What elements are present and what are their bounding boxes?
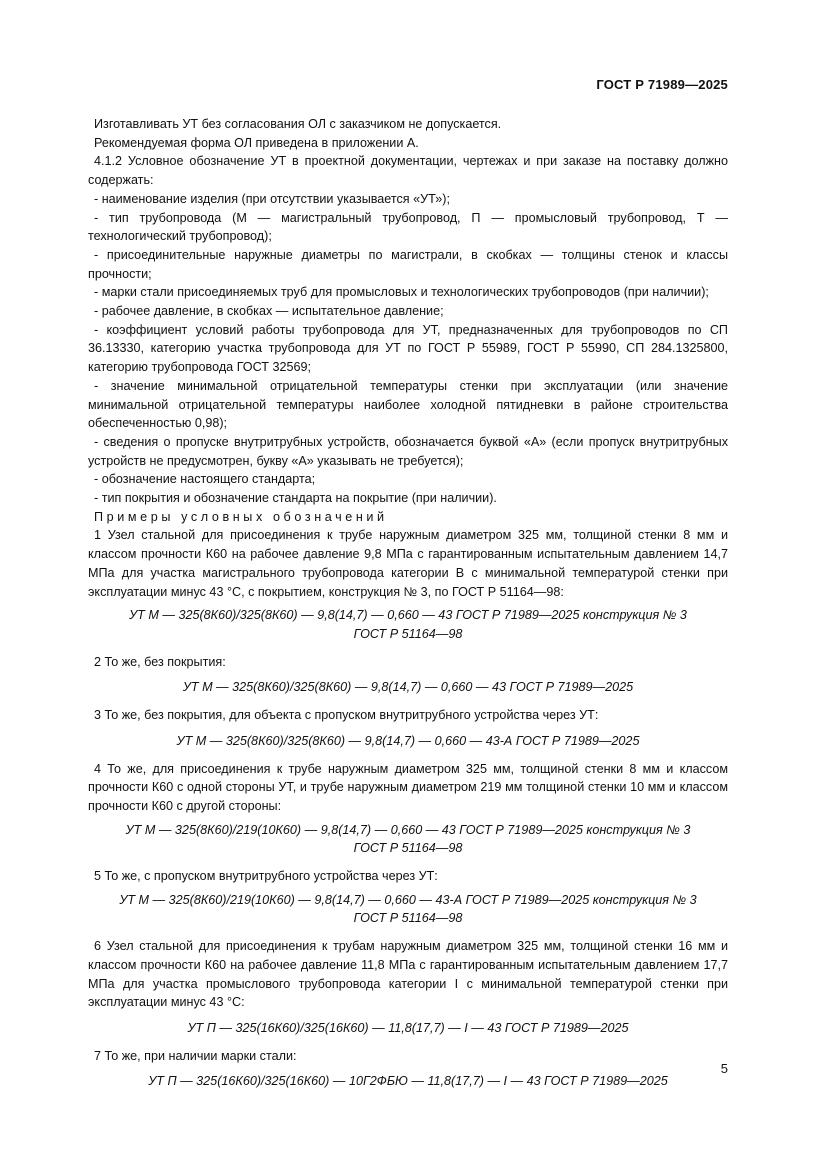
page-number: 5 — [720, 1061, 728, 1077]
example-1-formula-line1: УТ М — 325(8К60)/325(8К60) — 9,8(14,7) — 0,660 — 43 ГОСТ Р 71989—2025 конструкция № 3 — [129, 608, 687, 623]
example-3-formula-line1: УТ М — 325(8К60)/325(8К60) — 9,8(14,7) — 0,660 — 43-А ГОСТ Р 71989—2025 — [176, 733, 640, 748]
example-5-formula — [88, 891, 728, 928]
example-2-formula-line1: УТ М — 325(8К60)/325(8К60) — 9,8(14,7) — 0,660 — 43 ГОСТ Р 71989—2025 — [182, 680, 634, 695]
example-6-text: 6 Узел стальной для присоединения к трубам наружным диаметром 325 мм, толщиной стенки 16 мм и классом прочности К60 на рабочее давление 11,8 МПа с гарантированным испытательным давлением 17,7 МПа для участка промыслового трубопровода категории I с минимальной температурой стенки при эксплуатации минус 43 °С: — [88, 939, 728, 1010]
list-item-standard: - обозначение настоящего стандарта; — [94, 472, 316, 487]
example-7-formula-line1: УТ П — 325(16К60)/325(16К60) — 10Г2ФБЮ — 11,8(17,7) — I — 43 ГОСТ Р 71989—2025 — [148, 1074, 668, 1089]
paragraph-designation-intro: 4.1.2 Условное обозначение УТ в проектной документации, чертежах и при заказе на поставку должно содержать: — [88, 154, 728, 188]
example-4-formula-line1: УТ М — 325(8К60)/219(10К60) — 9,8(14,7) — 0,660 — 43 ГОСТ Р 71989—2025 конструкция № 3 — [125, 822, 691, 837]
list-item-steel-grades: - марки стали присоединяемых труб для промысловых и технологических трубопроводов (при наличии); — [94, 285, 709, 300]
example-3-formula — [88, 732, 728, 751]
examples-title: Примеры условных обозначений — [94, 509, 388, 524]
paragraph-ol-approval: Изготавливать УТ без согласования ОЛ с заказчиком не допускается. — [94, 117, 502, 131]
example-3-text: 3 То же, без покрытия, для объекта с пропуском внутритрубного устройства через УТ: — [94, 708, 599, 723]
example-6-formula — [88, 1019, 728, 1038]
example-7-text: 7 То же, при наличии марки стали: — [94, 1048, 297, 1063]
example-5-text: 5 То же, с пропуском внутритрубного устройства через УТ: — [94, 869, 438, 884]
example-1-formula-line2: ГОСТ Р 51164—98 — [353, 626, 463, 641]
list-item-pressure: - рабочее давление, в скобках — испытательное давление; — [94, 304, 444, 319]
example-5-formula-line2: ГОСТ Р 51164—98 — [353, 911, 463, 926]
paragraph-ol-form: Рекомендуемая форма ОЛ приведена в приложении А. — [94, 135, 419, 150]
example-2-text: 2 То же, без покрытия: — [94, 654, 226, 669]
example-1-formula — [88, 606, 728, 643]
page-body — [88, 115, 728, 1100]
example-1-text: 1 Узел стальной для присоединения к трубе наружным диаметром 325 мм, толщиной стенки 8 мм и классом прочности К60 на рабочее давление 9,8 МПа с гарантированным испытательным давлением 14,7 МПа для участка магистрального трубопровода категории В с минимальной температурой стенки при эксплуатации минус 43 °С, с покрытием, конструкция № 3, по ГОСТ Р 51164—98: — [88, 528, 728, 599]
example-2-formula — [88, 678, 728, 697]
example-4-text: 4 То же, для присоединения к трубе наружным диаметром 325 мм, толщиной стенки 8 мм и классом прочности К60 с одной стороны УТ, и трубе наружным диаметром 219 мм толщиной стенки 10 мм и классом прочности К60 с другой стороны: — [88, 761, 728, 813]
list-item-work-coefficient: - коэффициент условий работы трубопровода для УТ, предназначенных для трубопроводов по СП 36.13330, категорию участка трубопровода для УТ по ГОСТ Р 55989, ГОСТ Р 55990, СП 284.1325800, категорию трубопровода ГОСТ 32569; — [88, 322, 728, 375]
example-4-formula — [88, 821, 728, 858]
list-item-min-temperature: - значение минимальной отрицательной температуры стенки при эксплуатации (или значение минимальной отрицательной температуры наиболее холодной пятидневки в районе строительства обеспеченностью 0,98); — [88, 378, 728, 431]
list-item-diameters: - присоединительные наружные диаметры по магистрали, в скобках — толщины стенок и классы прочности; — [88, 247, 728, 281]
list-item-product-name: - наименование изделия (при отсутствии указывается «УТ»); — [94, 191, 450, 206]
example-5-formula-line1: УТ М — 325(8К60)/219(10К60) — 9,8(14,7) — 0,660 — 43-А ГОСТ Р 71989—2025 конструкция № 3 — [119, 892, 697, 907]
document-code-header: ГОСТ Р 71989—2025 — [596, 77, 728, 92]
list-item-pig-passage: - сведения о пропуске внутритрубных устройств, обозначается буквой «А» (если пропуск внутритрубных устройств не предусмотрен, букву «А» указывать не требуется); — [88, 434, 728, 468]
example-7-formula — [88, 1072, 728, 1091]
list-item-pipeline-type: - тип трубопровода (М — магистральный трубопровод, П — промысловый трубопровод, Т — технологический трубопровод); — [88, 210, 728, 244]
list-item-coating: - тип покрытия и обозначение стандарта на покрытие (при наличии). — [94, 491, 497, 506]
example-6-formula-line1: УТ П — 325(16К60)/325(16К60) — 11,8(17,7) — I — 43 ГОСТ Р 71989—2025 — [187, 1020, 629, 1035]
example-4-formula-line2: ГОСТ Р 51164—98 — [353, 841, 463, 856]
